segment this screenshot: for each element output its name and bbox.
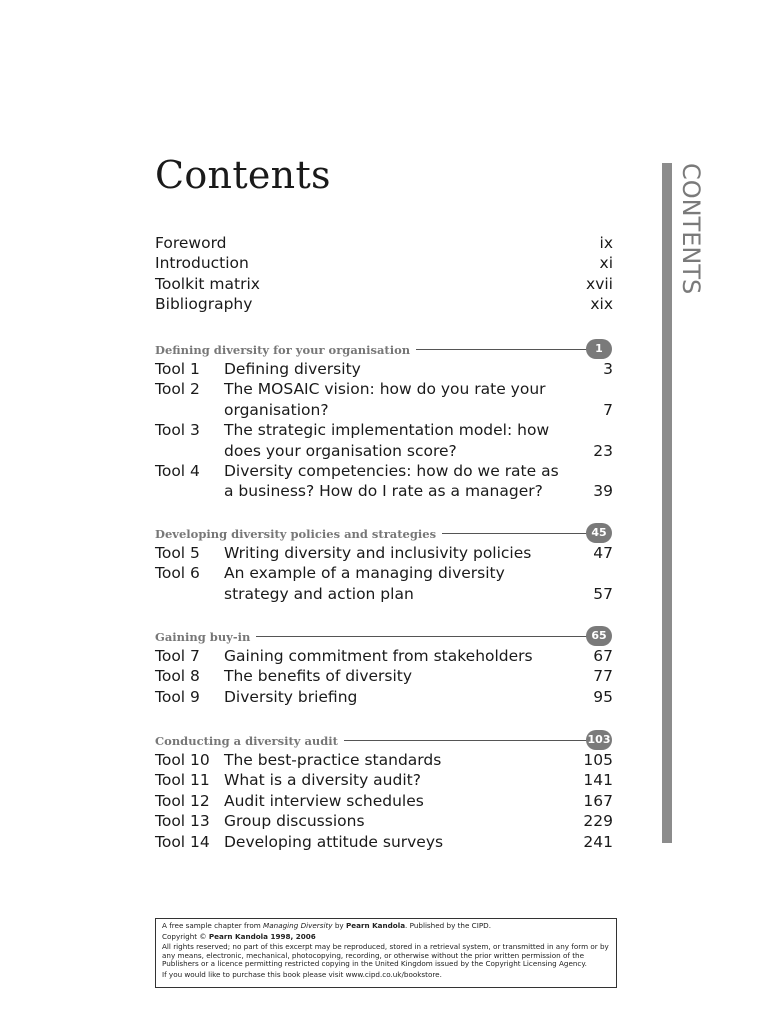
tool-title: Developing attitude surveys: [224, 832, 444, 851]
notice-rights: All rights reserved; no part of this excerpt may be reproduced, stored in a retrieval system, or transmitted in any form or by any means, electronic, mechanical, photocopying, recording, or otherwise without the prior written permission of the Publishers or a licence permitting restricted copying in the United Kingdom issued by the Copyright Licensing Agency.: [162, 942, 609, 969]
tool-label: Tool 14: [155, 832, 210, 851]
tool-title: Gaining commitment from stakeholders: [224, 647, 533, 665]
tool-page: 67: [593, 647, 613, 665]
tool-label: Tool 4: [155, 461, 200, 480]
tool-label: Tool 9: [155, 687, 200, 706]
toc-entry[interactable]: [155, 253, 613, 273]
tool-entry-continued[interactable]: [155, 481, 613, 501]
tool-title: does your organisation score?: [224, 441, 457, 460]
copyright-notice: [155, 918, 617, 988]
sidebar-label: CONTENTS: [677, 163, 705, 295]
tool-label: Tool 3: [155, 421, 200, 440]
tool-label: Tool 12: [155, 791, 210, 810]
section-title: Conducting a diversity audit: [155, 734, 344, 748]
tool-label: Tool 6: [155, 564, 200, 583]
tool-label: Tool 2: [155, 380, 200, 399]
tool-title: The benefits of diversity: [224, 667, 413, 686]
tool-entry[interactable]: [155, 811, 613, 831]
toc-entry[interactable]: [155, 233, 613, 253]
tool-label: Tool 1: [155, 360, 200, 378]
tool-page: 23: [593, 441, 613, 460]
tool-title: An example of a managing diversity: [224, 564, 505, 583]
toc-entry-title: Introduction: [155, 254, 249, 273]
tool-title: Writing diversity and inclusivity policies: [224, 544, 532, 562]
tool-page: 229: [583, 812, 613, 831]
tool-entry[interactable]: [155, 750, 613, 770]
page-title: Contents: [155, 153, 331, 197]
toc-entry-page: xvii: [586, 274, 613, 293]
section-title: Defining diversity for your organisation: [155, 343, 416, 357]
tool-title: What is a diversity audit?: [224, 771, 421, 790]
tool-entry[interactable]: [155, 770, 613, 790]
tool-title: a business? How do I rate as a manager?: [224, 482, 543, 501]
tool-entry[interactable]: [155, 563, 613, 583]
toc-entry-title: Foreword: [155, 234, 227, 252]
tool-entry[interactable]: [155, 359, 613, 379]
tool-label: Tool 13: [155, 812, 210, 831]
tool-page: 57: [593, 584, 613, 603]
tool-entry[interactable]: [155, 543, 613, 563]
tool-entry-continued[interactable]: [155, 400, 613, 420]
tool-title: The strategic implementation model: how: [224, 421, 550, 440]
tool-title: Diversity competencies: how do we rate as: [224, 461, 559, 480]
author: Pearn Kandola: [345, 921, 406, 930]
section-diversity-audit: [155, 730, 613, 852]
tool-page: 77: [593, 667, 613, 686]
section-heading: [155, 339, 613, 359]
notice-copyright: Copyright © Pearn Kandola 1998, 2006: [162, 931, 316, 941]
section-page-badge: 1: [586, 339, 612, 359]
section-gaining-buy-in: [155, 626, 613, 707]
tool-entry[interactable]: [155, 666, 613, 686]
tool-title: Group discussions: [224, 812, 365, 831]
section-heading: [155, 626, 613, 646]
tool-entry[interactable]: [155, 832, 613, 852]
toc-entry-title: Bibliography: [155, 295, 253, 314]
tool-page: 105: [583, 751, 613, 769]
section-policies-strategies: [155, 523, 613, 604]
tool-page: 95: [593, 687, 613, 706]
tool-label: Tool 8: [155, 667, 200, 686]
toc-entry-page: ix: [599, 234, 613, 252]
tool-entry[interactable]: [155, 461, 613, 481]
tool-entry[interactable]: [155, 687, 613, 707]
notice-source: A free sample chapter from Managing Diversity by Pearn Kandola. Published by the CIPD.: [162, 921, 491, 930]
tool-entry[interactable]: [155, 420, 613, 440]
tool-title: strategy and action plan: [224, 584, 414, 603]
tool-page: 3: [603, 360, 613, 378]
notice-purchase: If you would like to purchase this book please visit www.cipd.co.uk/bookstore.: [162, 969, 442, 979]
tool-title: Audit interview schedules: [224, 791, 424, 810]
tool-title: Diversity briefing: [224, 687, 358, 706]
tool-entry-continued[interactable]: [155, 584, 613, 604]
tool-page: 167: [583, 791, 613, 810]
tool-title: The best-practice standards: [224, 751, 442, 769]
section-page-badge: 65: [586, 626, 612, 646]
section-page-badge: 103: [586, 730, 612, 750]
toc-entry-page: xix: [590, 295, 613, 314]
tool-entry[interactable]: [155, 791, 613, 811]
section-heading: [155, 523, 613, 543]
tool-page: 39: [593, 482, 613, 501]
tool-title: Defining diversity: [224, 360, 361, 378]
front-matter-list: [155, 233, 613, 315]
tool-label: Tool 5: [155, 544, 200, 562]
section-heading: [155, 730, 613, 750]
section-defining-diversity: [155, 339, 613, 502]
toc-entry-title: Toolkit matrix: [155, 274, 260, 293]
tool-title: organisation?: [224, 400, 329, 419]
tool-page: 47: [593, 544, 613, 562]
toc-entry-page: xi: [599, 254, 613, 273]
tool-page: 7: [603, 400, 613, 419]
tool-label: Tool 10: [155, 751, 210, 769]
section-title: Developing diversity policies and strategies: [155, 527, 442, 541]
tool-page: 241: [583, 832, 613, 851]
tool-title: The MOSAIC vision: how do you rate your: [224, 380, 546, 399]
section-title: Gaining buy-in: [155, 630, 256, 644]
tool-page: 141: [583, 771, 613, 790]
tool-label: Tool 7: [155, 647, 200, 665]
tool-entry[interactable]: [155, 646, 613, 666]
tool-entry[interactable]: [155, 379, 613, 399]
book-title: Managing Diversity: [263, 921, 333, 930]
tool-entry-continued[interactable]: [155, 441, 613, 461]
toc-entry[interactable]: [155, 294, 613, 314]
section-page-badge: 45: [586, 523, 612, 543]
tool-label: Tool 11: [155, 771, 210, 790]
toc-entry[interactable]: [155, 274, 613, 294]
